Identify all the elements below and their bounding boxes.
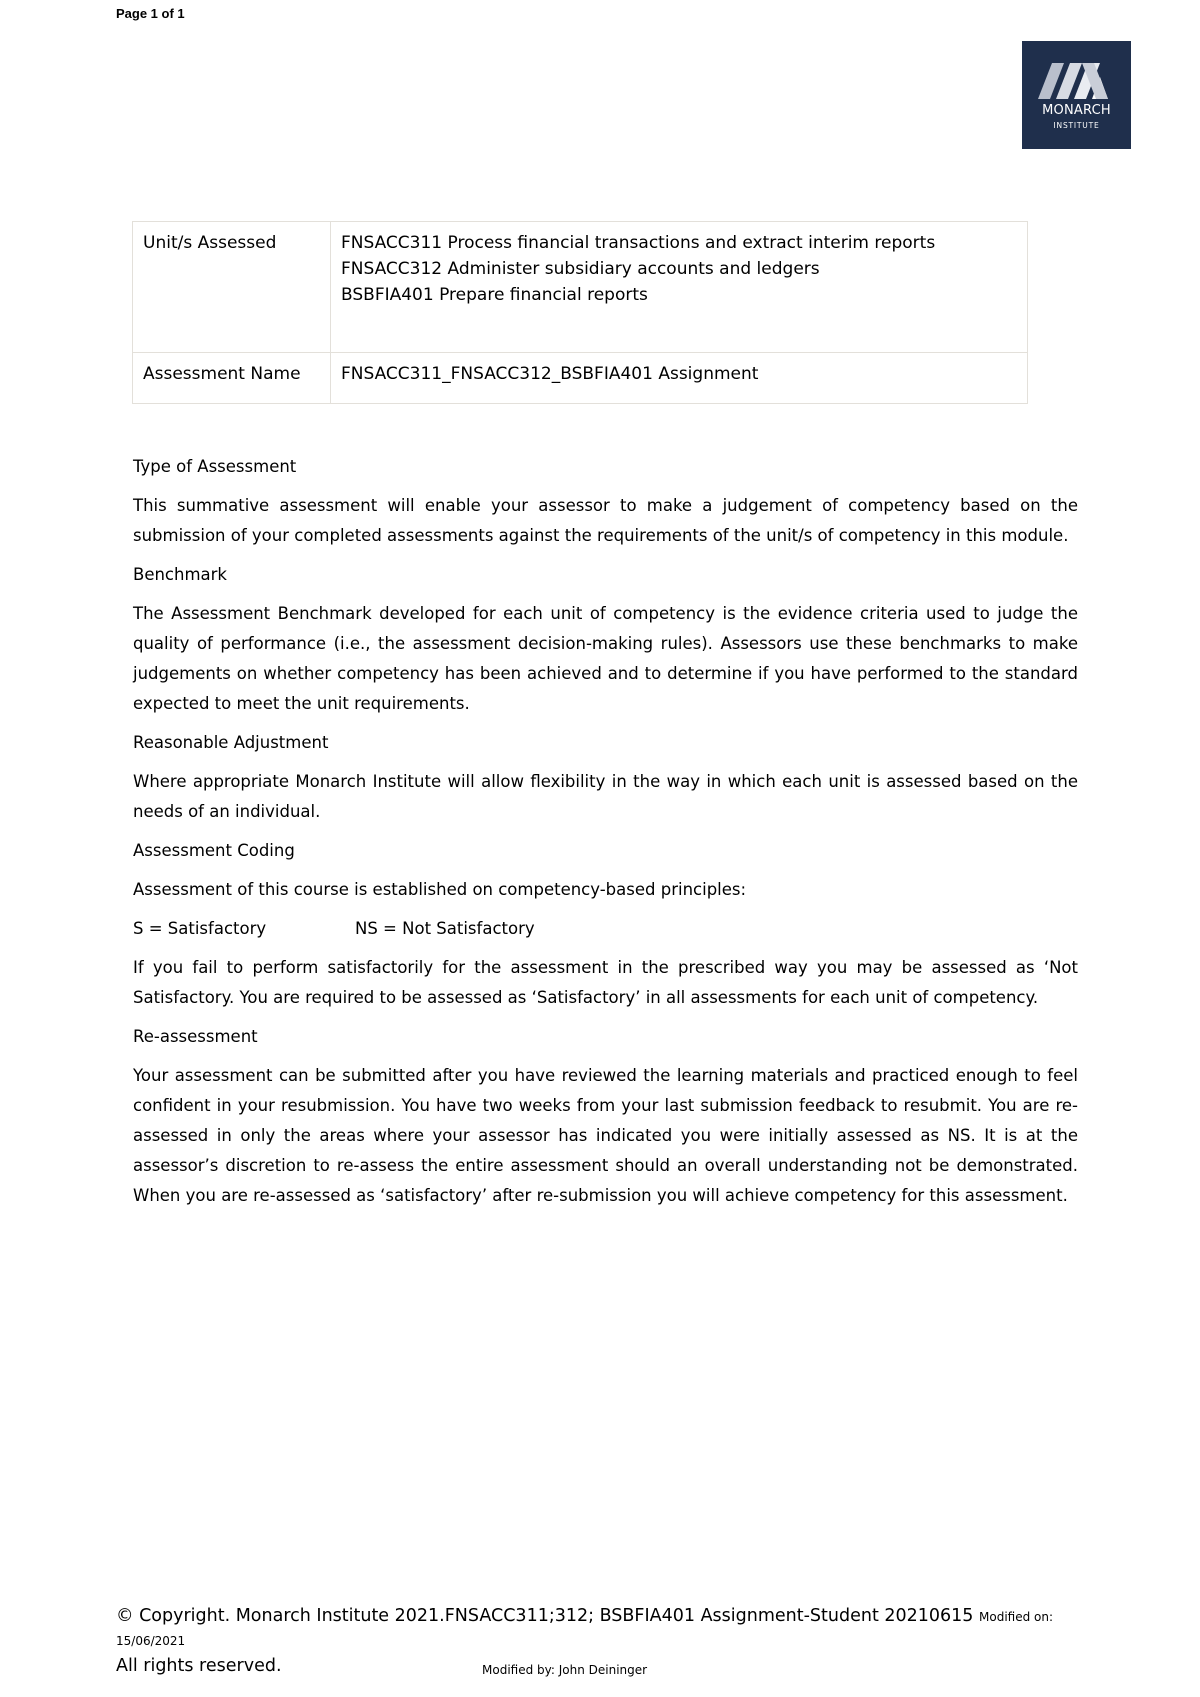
assessment-coding-text: If you fail to perform satisfactorily for the assessment in the prescribed way you may be assessed as ‘Not Satisfactory. You are required to be assessed as ‘Satisfactory’ in all assessments for each unit of competency. (133, 958, 1078, 1007)
reasonable-adjustment-text: Where appropriate Monarch Institute will allow flexibility in the way in which each unit is assessed based on the needs of an individual. (133, 772, 1078, 821)
monarch-institute-logo (1022, 41, 1131, 149)
type-of-assessment-heading: Type of Assessment (133, 457, 297, 476)
reasonable-adjustment-heading: Reasonable Adjustment (133, 733, 329, 752)
reassessment-heading: Re-assessment (133, 1027, 258, 1046)
logo-wordmark: MONARCH (1042, 103, 1111, 118)
not-satisfactory-code: NS = Not Satisfactory (355, 919, 535, 938)
assessment-coding-heading: Assessment Coding (133, 841, 295, 860)
unit-item: FNSACC312 Administer subsidiary accounts and ledgers (341, 259, 820, 279)
type-of-assessment-text: This summative assessment will enable your assessor to make a judgement of competency based on the submission of your completed assessments against the requirements of the unit/s of competency in this module. (133, 496, 1078, 545)
modified-on-date: 15/06/2021 (116, 1634, 186, 1648)
copyright-text: © Copyright. Monarch Institute 2021.FNSACC311;312; BSBFIA401 Assignment-Student 20210615 (116, 1606, 974, 1626)
unit-item: FNSACC311 Process financial transactions and extract interim reports (341, 233, 936, 253)
page-number-label: Page 1 of 1 (116, 6, 185, 21)
coding-legend (133, 914, 1078, 944)
unit-item: BSBFIA401 Prepare financial reports (341, 285, 648, 305)
modified-by: Modified by: John Deininger (482, 1663, 648, 1677)
modified-on-label: Modified on: (979, 1610, 1054, 1624)
benchmark-heading: Benchmark (133, 565, 227, 584)
benchmark-text: The Assessment Benchmark developed for each unit of competency is the evidence criteria used to judge the quality of performance (i.e., the assessment decision-making rules). Assessors use these benchmarks to make judgements on whether competency has been achieved and to determine if you have performed to the standard expected to meet the unit requirements. (133, 604, 1078, 713)
logo-subtitle: INSTITUTE (1053, 121, 1100, 130)
assessment-body (133, 452, 1078, 1220)
assessment-name-value: FNSACC311_FNSACC312_BSBFIA401 Assignment (331, 353, 1028, 404)
monarch-logo-mark-icon (1034, 59, 1119, 99)
table-row (133, 222, 1028, 353)
units-assessed-label: Unit/s Assessed (133, 222, 331, 353)
reassessment-text: Your assessment can be submitted after you have reviewed the learning materials and practiced enough to feel confident in your resubmission. You have two weeks from your last submission feedback to resubmit. You are re-assessed in only the areas where your assessor has indicated you were initially assessed as NS. It is at the assessor’s discretion to re-assess the entire assessment should an overall understanding not be demonstrated. When you are re-assessed as ‘satisfactory’ after re-submission you will achieve competency for this assessment. (133, 1066, 1078, 1205)
satisfactory-code: S = Satisfactory (133, 919, 267, 938)
assessment-coding-intro: Assessment of this course is established on competency-based principles: (133, 880, 747, 899)
assessment-info-table (132, 221, 1028, 404)
table-row (133, 353, 1028, 404)
units-assessed-value (331, 222, 1028, 353)
footer-copyright (116, 1606, 1053, 1626)
assessment-name-label: Assessment Name (133, 353, 331, 404)
rights-reserved: All rights reserved. (116, 1656, 282, 1676)
